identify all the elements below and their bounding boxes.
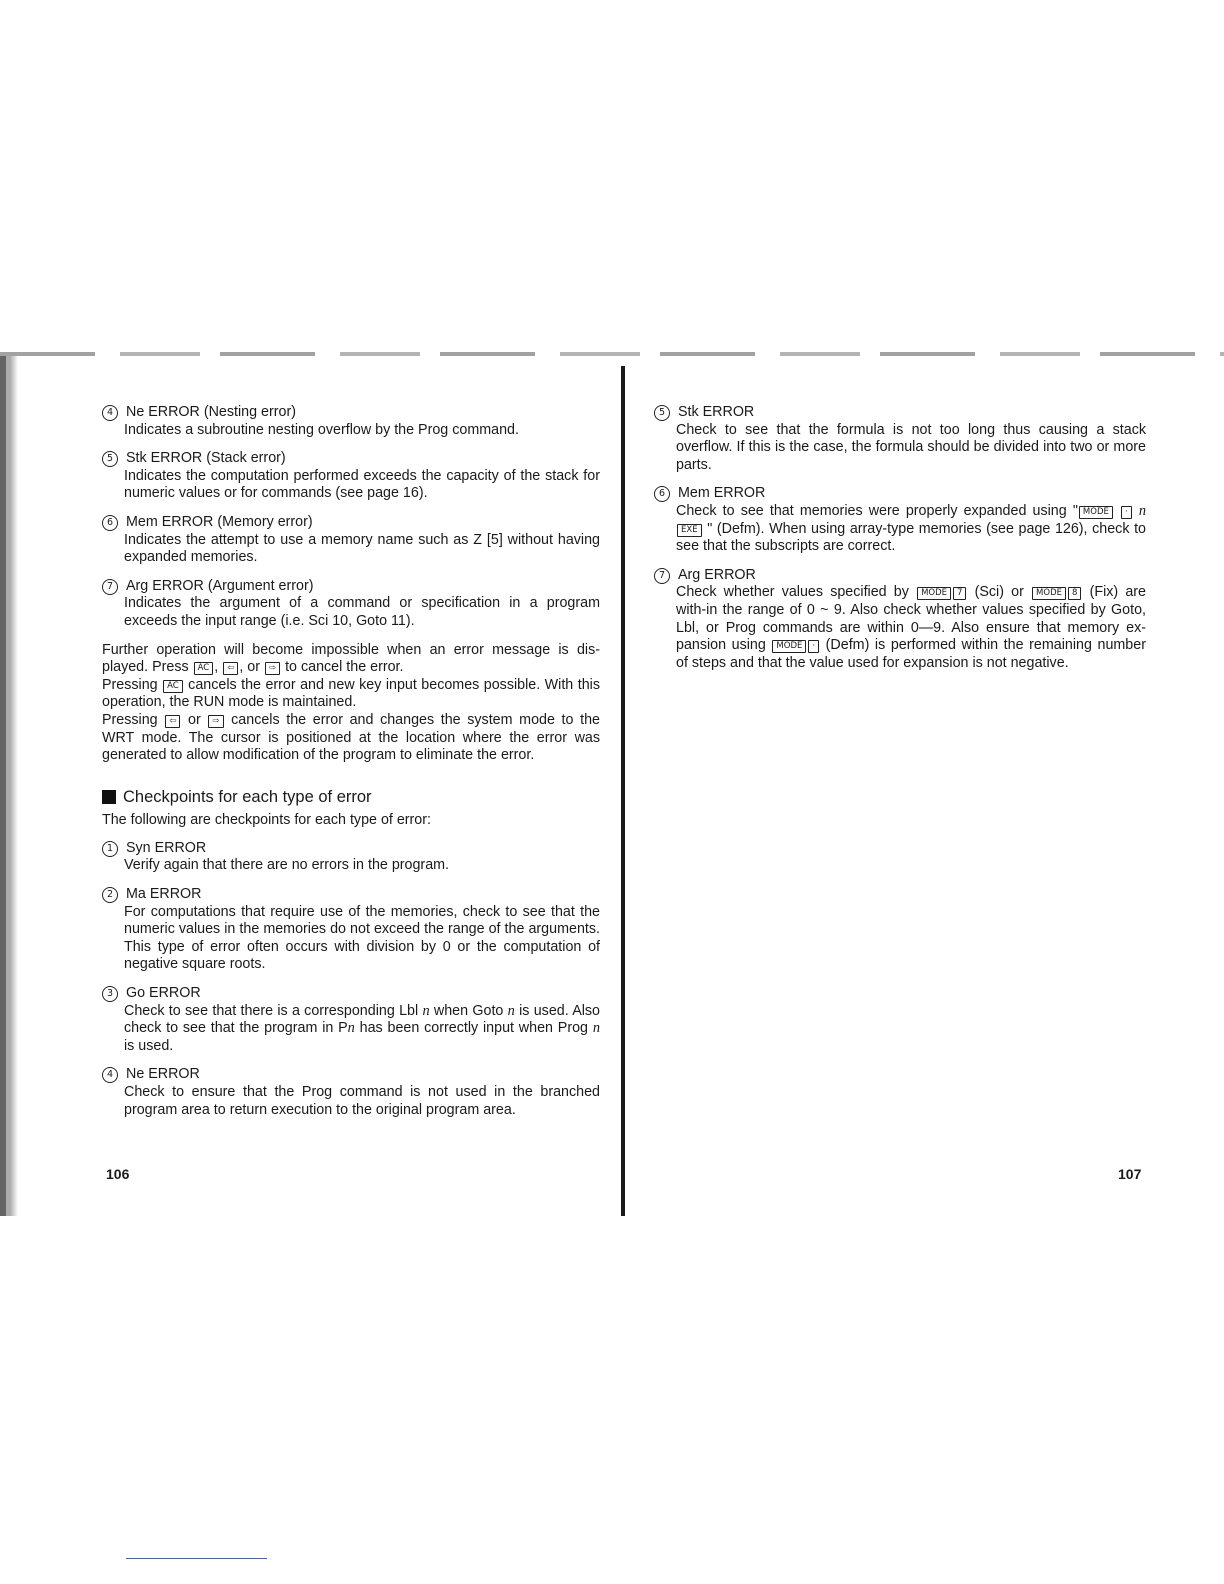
error-item-stk bbox=[102, 450, 600, 503]
variable: n bbox=[1138, 502, 1146, 519]
mode-key-icon: MODE bbox=[1079, 506, 1113, 519]
ac-key-icon: AC bbox=[163, 680, 183, 693]
checkpoint-arg bbox=[654, 567, 1146, 673]
variable: n bbox=[507, 1002, 515, 1019]
checkpoint-title: Mem ERROR bbox=[678, 485, 766, 502]
variable: n bbox=[347, 1020, 355, 1037]
text: (Fix) are with-in the range of 0 ~ 9. Also check whether values specified by Goto, Lbl, or Prog commands are within 0—9. Also ensure that memory ex-pansion using bbox=[676, 584, 1146, 654]
checkpoint-description bbox=[124, 1003, 600, 1056]
error-title: Stk ERROR (Stack error) bbox=[126, 450, 286, 467]
scan-top-edge bbox=[0, 352, 1224, 356]
eight-key-icon: 8 bbox=[1068, 587, 1081, 600]
circled-number: 3 bbox=[102, 986, 118, 1002]
checkpoint-description: Verify again that there are no errors in the program. bbox=[124, 857, 450, 874]
checkpoint-description bbox=[676, 503, 1146, 556]
error-description: Indicates the argument of a command or specification in a program exceeds the input range (i.e. Sci 10, Goto 11). bbox=[124, 595, 600, 629]
mode-key-icon: MODE bbox=[772, 640, 806, 653]
scan-left-edge bbox=[0, 356, 24, 1216]
circled-number: 5 bbox=[654, 405, 670, 421]
left-page bbox=[102, 404, 600, 1130]
ac-key-paragraph bbox=[102, 677, 600, 712]
variable: n bbox=[592, 1020, 600, 1037]
checkpoint-description: Check to ensure that the Prog command is not used in the branched program area to return execution to the original program area. bbox=[124, 1084, 600, 1118]
text: " (Defm). When using array-type memories (see page 126), check to see that the subscripts are correct. bbox=[676, 520, 1146, 555]
error-title: Ne ERROR (Nesting error) bbox=[126, 404, 297, 420]
checkpoint-stk bbox=[654, 404, 1146, 474]
text: cancels the error and new key input becomes possible. With this operation, the RUN mode is maintained. bbox=[102, 676, 600, 711]
arrow-key-paragraph bbox=[102, 712, 600, 765]
error-item-ne bbox=[102, 404, 600, 439]
checkpoint-title: Syn ERROR bbox=[126, 839, 207, 856]
scan-artifact-line bbox=[126, 1558, 267, 1559]
cancel-error-paragraph bbox=[102, 642, 600, 677]
text: is used. Also check to see that the program in P bbox=[124, 1002, 601, 1037]
text: , or bbox=[239, 659, 260, 676]
dot-key-icon: · bbox=[1121, 506, 1132, 519]
circled-number: 7 bbox=[102, 579, 118, 595]
section-intro: The following are checkpoints for each type of error: bbox=[102, 812, 431, 829]
checkpoint-description bbox=[676, 584, 1146, 672]
page-number-right: 107 bbox=[1118, 1166, 1142, 1182]
error-description: Indicates the computation performed exceeds the capacity of the stack for numeric values or for commands (see page 16). bbox=[124, 467, 600, 502]
text: (Sci) or bbox=[974, 584, 1024, 601]
circled-number: 6 bbox=[654, 486, 670, 502]
ac-key-icon: AC bbox=[194, 662, 214, 675]
checkpoint-title: Go ERROR bbox=[126, 985, 201, 1002]
text: Check whether values specified by bbox=[676, 584, 909, 601]
right-arrow-key-icon: ⇨ bbox=[265, 662, 280, 675]
page-number-left: 106 bbox=[106, 1166, 130, 1182]
text: Check to see that memories were properly expanded using " bbox=[676, 502, 1078, 519]
variable: n bbox=[422, 1002, 430, 1019]
checkpoint-mem bbox=[654, 485, 1146, 555]
checkpoint-title: Ma ERROR bbox=[126, 886, 202, 903]
seven-key-icon: 7 bbox=[953, 587, 966, 600]
section-heading bbox=[102, 789, 600, 807]
checkpoint-description: Check to see that the formula is not too long thus causing a stack overflow. If this is the case, the formula should be divided into two or more parts. bbox=[676, 421, 1146, 473]
circled-number: 6 bbox=[102, 515, 118, 531]
text: or bbox=[188, 711, 201, 728]
text: when Goto bbox=[433, 1002, 504, 1019]
checkpoint-title: Stk ERROR bbox=[678, 404, 755, 420]
error-item-arg bbox=[102, 578, 600, 631]
mode-key-icon: MODE bbox=[917, 587, 951, 600]
circled-number: 5 bbox=[102, 451, 118, 467]
checkpoint-syn bbox=[102, 840, 600, 875]
text: , bbox=[214, 659, 219, 676]
text: to cancel the error. bbox=[285, 659, 404, 676]
exe-key-icon: EXE bbox=[677, 524, 702, 537]
text: (Defm) is performed within the remaining number of steps and that the value used for expansion is not negative. bbox=[676, 637, 1146, 671]
text: cancels the error and changes the system mode to the WRT mode. The cursor is positioned at the location where the error was generated to allow modification of the program to eliminate the error. bbox=[102, 711, 600, 764]
checkpoint-title: Ne ERROR bbox=[126, 1066, 200, 1083]
circled-number: 7 bbox=[654, 568, 670, 584]
text: Check to see that there is a corresponding Lbl bbox=[124, 1002, 419, 1019]
error-description: Indicates the attempt to use a memory name such as Z [5] without having expanded memories. bbox=[124, 531, 600, 566]
checkpoint-ne bbox=[102, 1066, 600, 1119]
circled-number: 2 bbox=[102, 887, 118, 903]
text: Pressing bbox=[102, 676, 158, 693]
checkpoint-title: Arg ERROR bbox=[678, 566, 756, 583]
text: Further operation will become impossible when an error message is dis-played. Press bbox=[102, 641, 600, 676]
mode-key-icon: MODE bbox=[1032, 587, 1066, 600]
circled-number: 1 bbox=[102, 841, 118, 857]
book-spine bbox=[621, 366, 625, 1216]
checkpoint-ma bbox=[102, 886, 600, 974]
left-arrow-key-icon: ⇦ bbox=[223, 662, 238, 675]
text: Pressing bbox=[102, 711, 158, 728]
dot-key-icon: · bbox=[808, 640, 819, 653]
error-title: Mem ERROR (Memory error) bbox=[126, 513, 313, 530]
checkpoint-go bbox=[102, 985, 600, 1055]
right-page bbox=[654, 404, 1146, 683]
circled-number: 4 bbox=[102, 1067, 118, 1083]
text: is used. bbox=[124, 1037, 174, 1054]
left-arrow-key-icon: ⇦ bbox=[165, 715, 180, 728]
error-item-mem bbox=[102, 514, 600, 567]
black-square-icon bbox=[102, 790, 116, 804]
error-title: Arg ERROR (Argument error) bbox=[126, 577, 314, 594]
error-description: Indicates a subroutine nesting overflow by the Prog command. bbox=[124, 421, 519, 438]
right-arrow-key-icon: ⇨ bbox=[208, 715, 223, 728]
checkpoint-description: For computations that require use of the memories, check to see that the numeric values in the memories do not exceed the range of the arguments. This type of error often occurs with division by 0 or the computation of negative square roots. bbox=[124, 903, 600, 973]
text: has been correctly input when Prog bbox=[359, 1020, 589, 1037]
circled-number: 4 bbox=[102, 405, 118, 421]
section-heading-text: Checkpoints for each type of error bbox=[123, 787, 372, 806]
